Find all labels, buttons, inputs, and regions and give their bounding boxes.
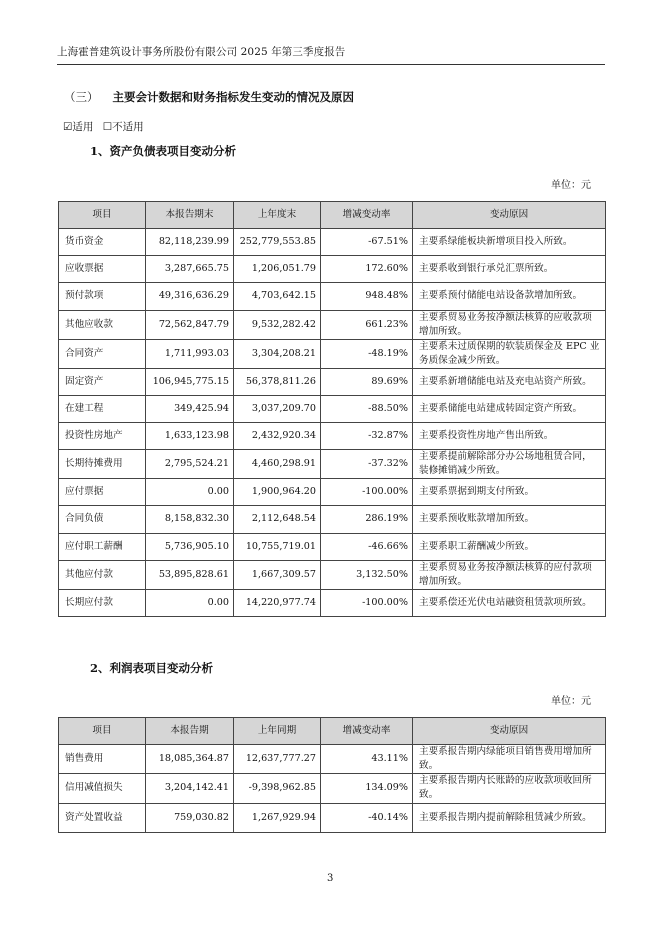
cell-reason: 主要系绿能板块新增项目投入所致。: [413, 229, 606, 256]
table-row: [59, 774, 606, 803]
cell-reason: 主要系投资性房地产售出所致。: [413, 422, 606, 449]
cell-current: 49,316,636.29: [146, 283, 234, 310]
cell-previous: 9,532,282.42: [234, 310, 321, 339]
cell-previous: 2,432,920.34: [234, 422, 321, 449]
cell-reason: 主要系新增储能电站及充电站资产所致。: [413, 368, 606, 395]
col-header-item: 项目: [59, 718, 146, 745]
cell-change: 661.23%: [321, 310, 413, 339]
cell-current: 53,895,828.61: [146, 560, 234, 589]
cell-change: -48.19%: [321, 339, 413, 368]
cell-item: 固定资产: [59, 368, 146, 395]
table-row: [59, 422, 606, 449]
applicability-options: [63, 119, 150, 134]
cell-current: 82,118,239.99: [146, 229, 234, 256]
cell-previous: 2,112,648.54: [234, 506, 321, 533]
cell-previous: 56,378,811.26: [234, 368, 321, 395]
table-row: [59, 339, 606, 368]
cell-current: 1,711,993.03: [146, 339, 234, 368]
table-row: [59, 256, 606, 283]
cell-change: -40.14%: [321, 803, 413, 832]
cell-change: 3,132.50%: [321, 560, 413, 589]
cell-item: 投资性房地产: [59, 422, 146, 449]
table-row: [59, 479, 606, 506]
cell-item: 信用减值损失: [59, 774, 146, 803]
cell-reason: 主要系收到银行承兑汇票所致。: [413, 256, 606, 283]
not-applicable-checkbox[interactable]: ☐不适用: [102, 121, 144, 133]
cell-change: -100.00%: [321, 479, 413, 506]
cell-previous: 1,900,964.20: [234, 479, 321, 506]
cell-item: 长期待摊费用: [59, 450, 146, 479]
cell-item: 货币资金: [59, 229, 146, 256]
cell-previous: 10,755,719.01: [234, 533, 321, 560]
cell-item: 在建工程: [59, 395, 146, 422]
cell-change: -67.51%: [321, 229, 413, 256]
col-header-current: 本报告期: [146, 718, 234, 745]
cell-current: 3,204,142.41: [146, 774, 234, 803]
cell-previous: 1,206,051.79: [234, 256, 321, 283]
cell-reason: 主要系职工薪酬减少所致。: [413, 533, 606, 560]
cell-reason: 主要系提前解除部分办公场地租赁合同，装修摊销减少所致。: [413, 450, 606, 479]
cell-change: 948.48%: [321, 283, 413, 310]
cell-change: 172.60%: [321, 256, 413, 283]
table-row: [59, 229, 606, 256]
cell-reason: 主要系未过质保期的软装质保金及 EPC 业务质保金减少所致。: [413, 339, 606, 368]
cell-change: 43.11%: [321, 745, 413, 774]
income-statement-title: 2、利润表项目变动分析: [90, 661, 214, 675]
table-row: [59, 395, 606, 422]
cell-current: 0.00: [146, 479, 234, 506]
table-header-row: [59, 718, 606, 745]
cell-previous: 1,267,929.94: [234, 803, 321, 832]
cell-item: 其他应付款: [59, 560, 146, 589]
cell-current: 8,158,832.30: [146, 506, 234, 533]
cell-item: 应付职工薪酬: [59, 533, 146, 560]
table-row: [59, 450, 606, 479]
cell-reason: 主要系贸易业务按净额法核算的应付款项增加所致。: [413, 560, 606, 589]
cell-previous: 3,037,209.70: [234, 395, 321, 422]
cell-current: 349,425.94: [146, 395, 234, 422]
cell-change: -88.50%: [321, 395, 413, 422]
page-number: 3: [327, 873, 334, 884]
cell-reason: 主要系预付储能电站设备款增加所致。: [413, 283, 606, 310]
cell-previous: 4,703,642.15: [234, 283, 321, 310]
cell-previous: -9,398,962.85: [234, 774, 321, 803]
cell-item: 销售费用: [59, 745, 146, 774]
cell-reason: 主要系报告期内提前解除租赁减少所致。: [413, 803, 606, 832]
cell-change: -37.32%: [321, 450, 413, 479]
col-header-previous: 上年度末: [234, 202, 321, 229]
cell-previous: 12,637,777.27: [234, 745, 321, 774]
cell-item: 应付票据: [59, 479, 146, 506]
applicable-checkbox[interactable]: ☑适用: [63, 121, 94, 133]
cell-item: 合同负债: [59, 506, 146, 533]
table-row: [59, 560, 606, 589]
section-heading: 主要会计数据和财务指标发生变动的情况及原因: [112, 90, 354, 104]
col-header-reason: 变动原因: [413, 202, 606, 229]
cell-current: 1,633,123.98: [146, 422, 234, 449]
cell-change: -100.00%: [321, 589, 413, 616]
cell-previous: 1,667,309.57: [234, 560, 321, 589]
cell-reason: 主要系贸易业务按净额法核算的应收款项增加所致。: [413, 310, 606, 339]
cell-previous: 252,779,553.85: [234, 229, 321, 256]
table-row: [59, 368, 606, 395]
balance-sheet-title: 1、资产负债表项目变动分析: [90, 144, 237, 158]
cell-reason: 主要系偿还光伏电站融资租赁款项所致。: [413, 589, 606, 616]
cell-item: 合同资产: [59, 339, 146, 368]
table-row: [59, 745, 606, 774]
col-header-previous: 上年同期: [234, 718, 321, 745]
cell-current: 18,085,364.87: [146, 745, 234, 774]
income-statement-table: [58, 717, 606, 833]
income-unit: 单位：元: [551, 696, 591, 707]
cell-previous: 4,460,298.91: [234, 450, 321, 479]
cell-previous: 14,220,977.74: [234, 589, 321, 616]
cell-item: 其他应收款: [59, 310, 146, 339]
header-divider: [57, 64, 605, 65]
cell-change: 89.69%: [321, 368, 413, 395]
section-number: （三）: [64, 90, 99, 104]
cell-reason: 主要系预收账款增加所致。: [413, 506, 606, 533]
table-row: [59, 506, 606, 533]
cell-current: 72,562,847.79: [146, 310, 234, 339]
table-row: [59, 533, 606, 560]
col-header-item: 项目: [59, 202, 146, 229]
table-row: [59, 803, 606, 832]
cell-reason: 主要系储能电站建成转固定资产所致。: [413, 395, 606, 422]
col-header-change: 增减变动率: [321, 718, 413, 745]
cell-current: 759,030.82: [146, 803, 234, 832]
cell-current: 5,736,905.10: [146, 533, 234, 560]
cell-current: 2,795,524.21: [146, 450, 234, 479]
balance-unit: 单位：元: [551, 180, 591, 191]
col-header-current: 本报告期末: [146, 202, 234, 229]
table-row: [59, 310, 606, 339]
cell-item: 预付款项: [59, 283, 146, 310]
cell-reason: 主要系报告期内长账龄的应收款项收回所致。: [413, 774, 606, 803]
cell-change: 134.09%: [321, 774, 413, 803]
report-header: 上海霍普建筑设计事务所股份有限公司 2025 年第三季度报告: [57, 46, 346, 58]
cell-change: 286.19%: [321, 506, 413, 533]
section-title: [64, 89, 354, 105]
cell-current: 106,945,775.15: [146, 368, 234, 395]
cell-change: -46.66%: [321, 533, 413, 560]
balance-sheet-table: [58, 201, 606, 617]
cell-item: 长期应付款: [59, 589, 146, 616]
cell-current: 0.00: [146, 589, 234, 616]
cell-reason: 主要系报告期内绿能项目销售费用增加所致。: [413, 745, 606, 774]
col-header-reason: 变动原因: [413, 718, 606, 745]
cell-reason: 主要系票据到期支付所致。: [413, 479, 606, 506]
table-header-row: [59, 202, 606, 229]
table-row: [59, 283, 606, 310]
cell-change: -32.87%: [321, 422, 413, 449]
cell-item: 资产处置收益: [59, 803, 146, 832]
table-row: [59, 589, 606, 616]
cell-item: 应收票据: [59, 256, 146, 283]
col-header-change: 增减变动率: [321, 202, 413, 229]
cell-previous: 3,304,208.21: [234, 339, 321, 368]
cell-current: 3,287,665.75: [146, 256, 234, 283]
